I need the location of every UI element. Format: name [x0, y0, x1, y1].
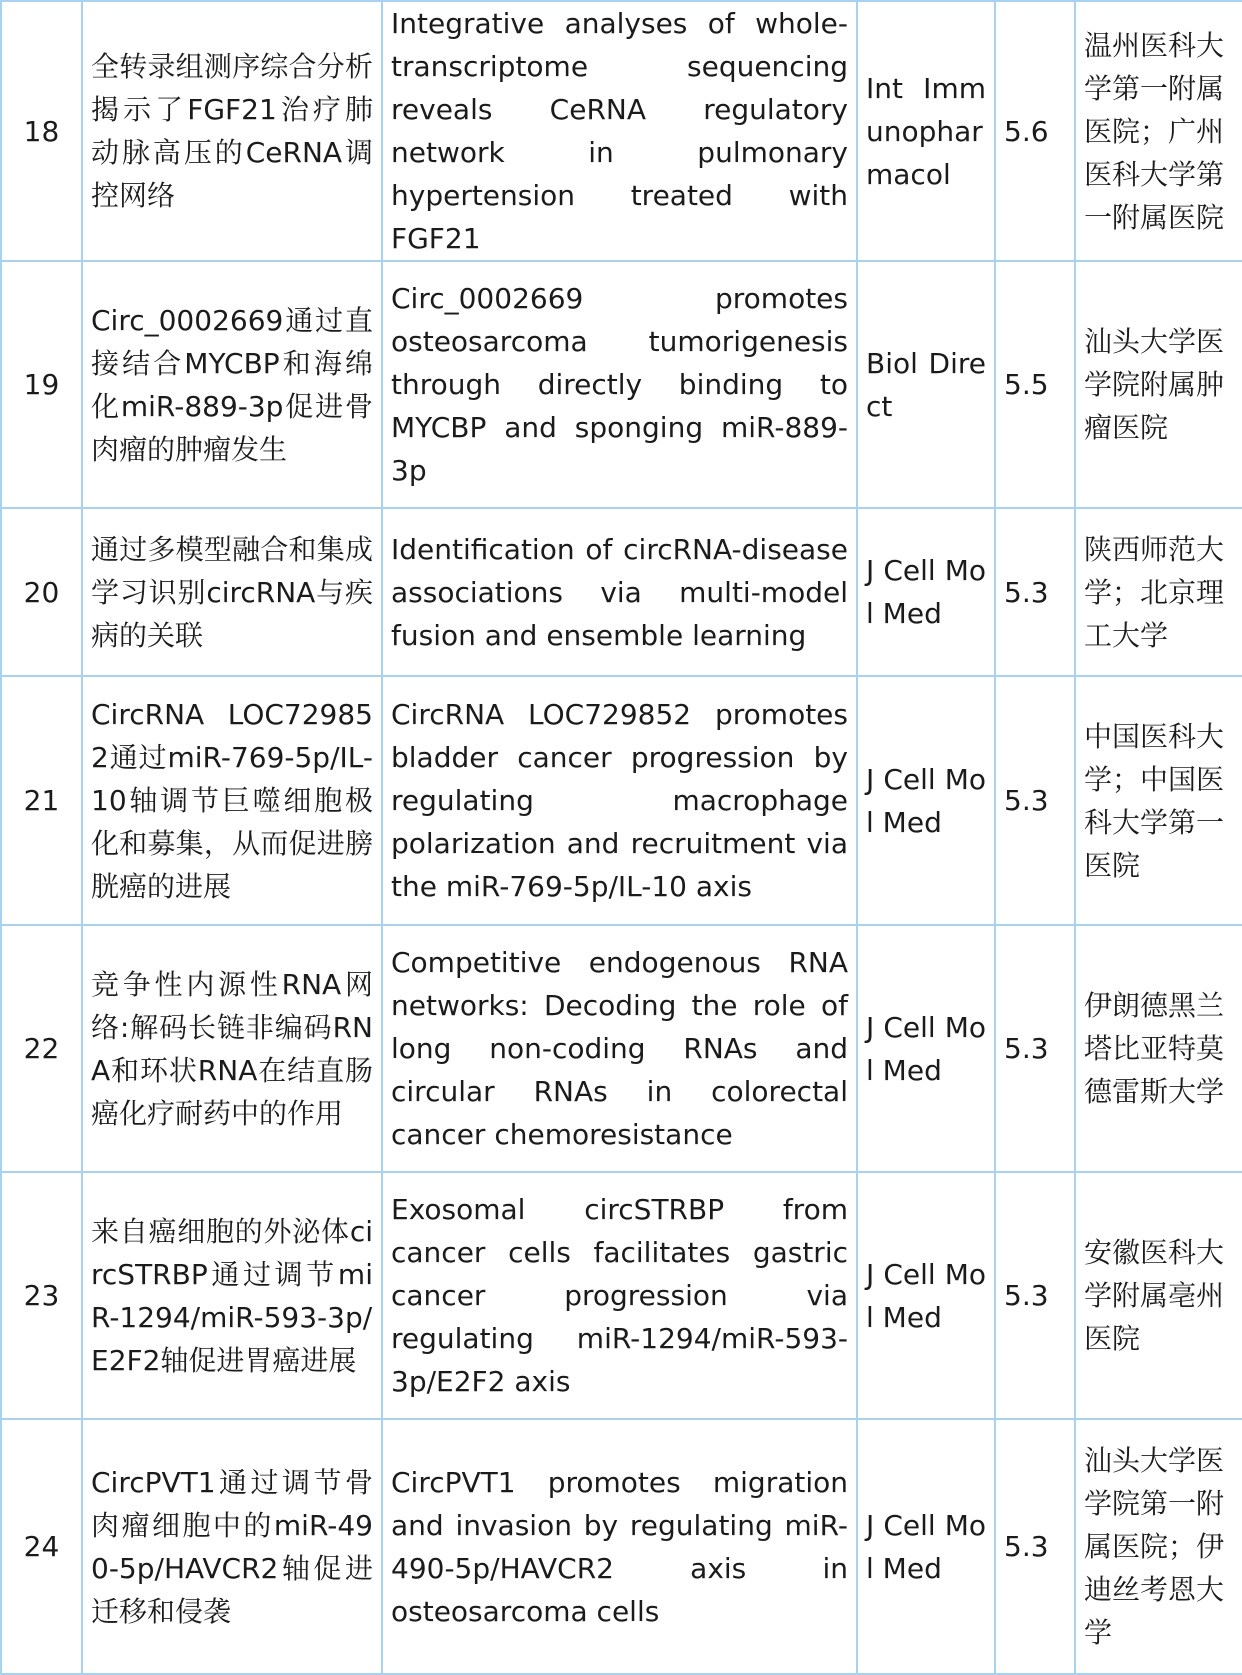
row-number: 21 — [1, 676, 82, 925]
table-row — [1, 676, 1242, 925]
journal-name: J Cell Mol Med — [857, 1172, 995, 1419]
impact-factor: 5.3 — [995, 676, 1075, 925]
impact-factor: 5.5 — [995, 261, 1075, 508]
english-title: Exosomal circSTRBP from cancer cells facilitates gastric cancer progression via regulating miR-1294/miR-593-3p/E2F2 axis — [382, 1172, 857, 1419]
impact-factor: 5.3 — [995, 1419, 1075, 1674]
table-row — [1, 261, 1242, 508]
english-title: Identification of circRNA-disease associations via multi-model fusion and ensemble learning — [382, 508, 857, 676]
impact-factor: 5.3 — [995, 1172, 1075, 1419]
table-row — [1, 1172, 1242, 1419]
row-number: 22 — [1, 925, 82, 1172]
impact-factor: 5.6 — [995, 1, 1075, 261]
english-title: Competitive endogenous RNA networks: Decoding the role of long non-coding RNAs and circular RNAs in colorectal cancer chemoresistance — [382, 925, 857, 1172]
english-title: CircPVT1 promotes migration and invasion by regulating miR-490-5p/HAVCR2 axis in osteosarcoma cells — [382, 1419, 857, 1674]
english-title: Integrative analyses of whole-transcriptome sequencing reveals CeRNA regulatory network in pulmonary hypertension treated with FGF21 — [382, 1, 857, 261]
institution: 中国医科大学；中国医科大学第一医院 — [1075, 676, 1242, 925]
institution: 安徽医科大学附属亳州医院 — [1075, 1172, 1242, 1419]
table-row — [1, 508, 1242, 676]
journal-name: J Cell Mol Med — [857, 1419, 995, 1674]
journal-name: J Cell Mol Med — [857, 925, 995, 1172]
row-number: 23 — [1, 1172, 82, 1419]
english-title: Circ_0002669 promotes osteosarcoma tumorigenesis through directly binding to MYCBP and sponging miR-889-3p — [382, 261, 857, 508]
journal-name: J Cell Mol Med — [857, 508, 995, 676]
chinese-title: CircRNA LOC729852通过miR-769-5p/IL-10轴调节巨噬细胞极化和募集，从而促进膀胱癌的进展 — [82, 676, 382, 925]
impact-factor: 5.3 — [995, 508, 1075, 676]
row-number: 24 — [1, 1419, 82, 1674]
table-row — [1, 925, 1242, 1172]
chinese-title: 来自癌细胞的外泌体circSTRBP通过调节miR-1294/miR-593-3p/E2F2轴促进胃癌进展 — [82, 1172, 382, 1419]
institution: 汕头大学医学院附属肿瘤医院 — [1075, 261, 1242, 508]
institution: 温州医科大学第一附属医院；广州医科大学第一附属医院 — [1075, 1, 1242, 261]
chinese-title: 全转录组测序综合分析揭示了FGF21治疗肺动脉高压的CeRNA调控网络 — [82, 1, 382, 261]
journal-name: Biol Direct — [857, 261, 995, 508]
chinese-title: Circ_0002669通过直接结合MYCBP和海绵化miR-889-3p促进骨肉瘤的肿瘤发生 — [82, 261, 382, 508]
impact-factor: 5.3 — [995, 925, 1075, 1172]
institution: 伊朗德黑兰塔比亚特莫德雷斯大学 — [1075, 925, 1242, 1172]
institution: 陕西师范大学；北京理工大学 — [1075, 508, 1242, 676]
table-row — [1, 1419, 1242, 1674]
chinese-title: 通过多模型融合和集成学习识别circRNA与疾病的关联 — [82, 508, 382, 676]
journal-name: J Cell Mol Med — [857, 676, 995, 925]
row-number: 19 — [1, 261, 82, 508]
table-row — [1, 1, 1242, 261]
journal-name: Int Immunopharmacol — [857, 1, 995, 261]
row-number: 20 — [1, 508, 82, 676]
english-title: CircRNA LOC729852 promotes bladder cancer progression by regulating macrophage polarization and recruitment via the miR-769-5p/IL-10 axis — [382, 676, 857, 925]
chinese-title: 竞争性内源性RNA网络:解码长链非编码RNA和环状RNA在结直肠癌化疗耐药中的作用 — [82, 925, 382, 1172]
chinese-title: CircPVT1通过调节骨肉瘤细胞中的miR-490-5p/HAVCR2轴促进迁移和侵袭 — [82, 1419, 382, 1674]
institution: 汕头大学医学院第一附属医院；伊迪丝考恩大学 — [1075, 1419, 1242, 1674]
row-number: 18 — [1, 1, 82, 261]
